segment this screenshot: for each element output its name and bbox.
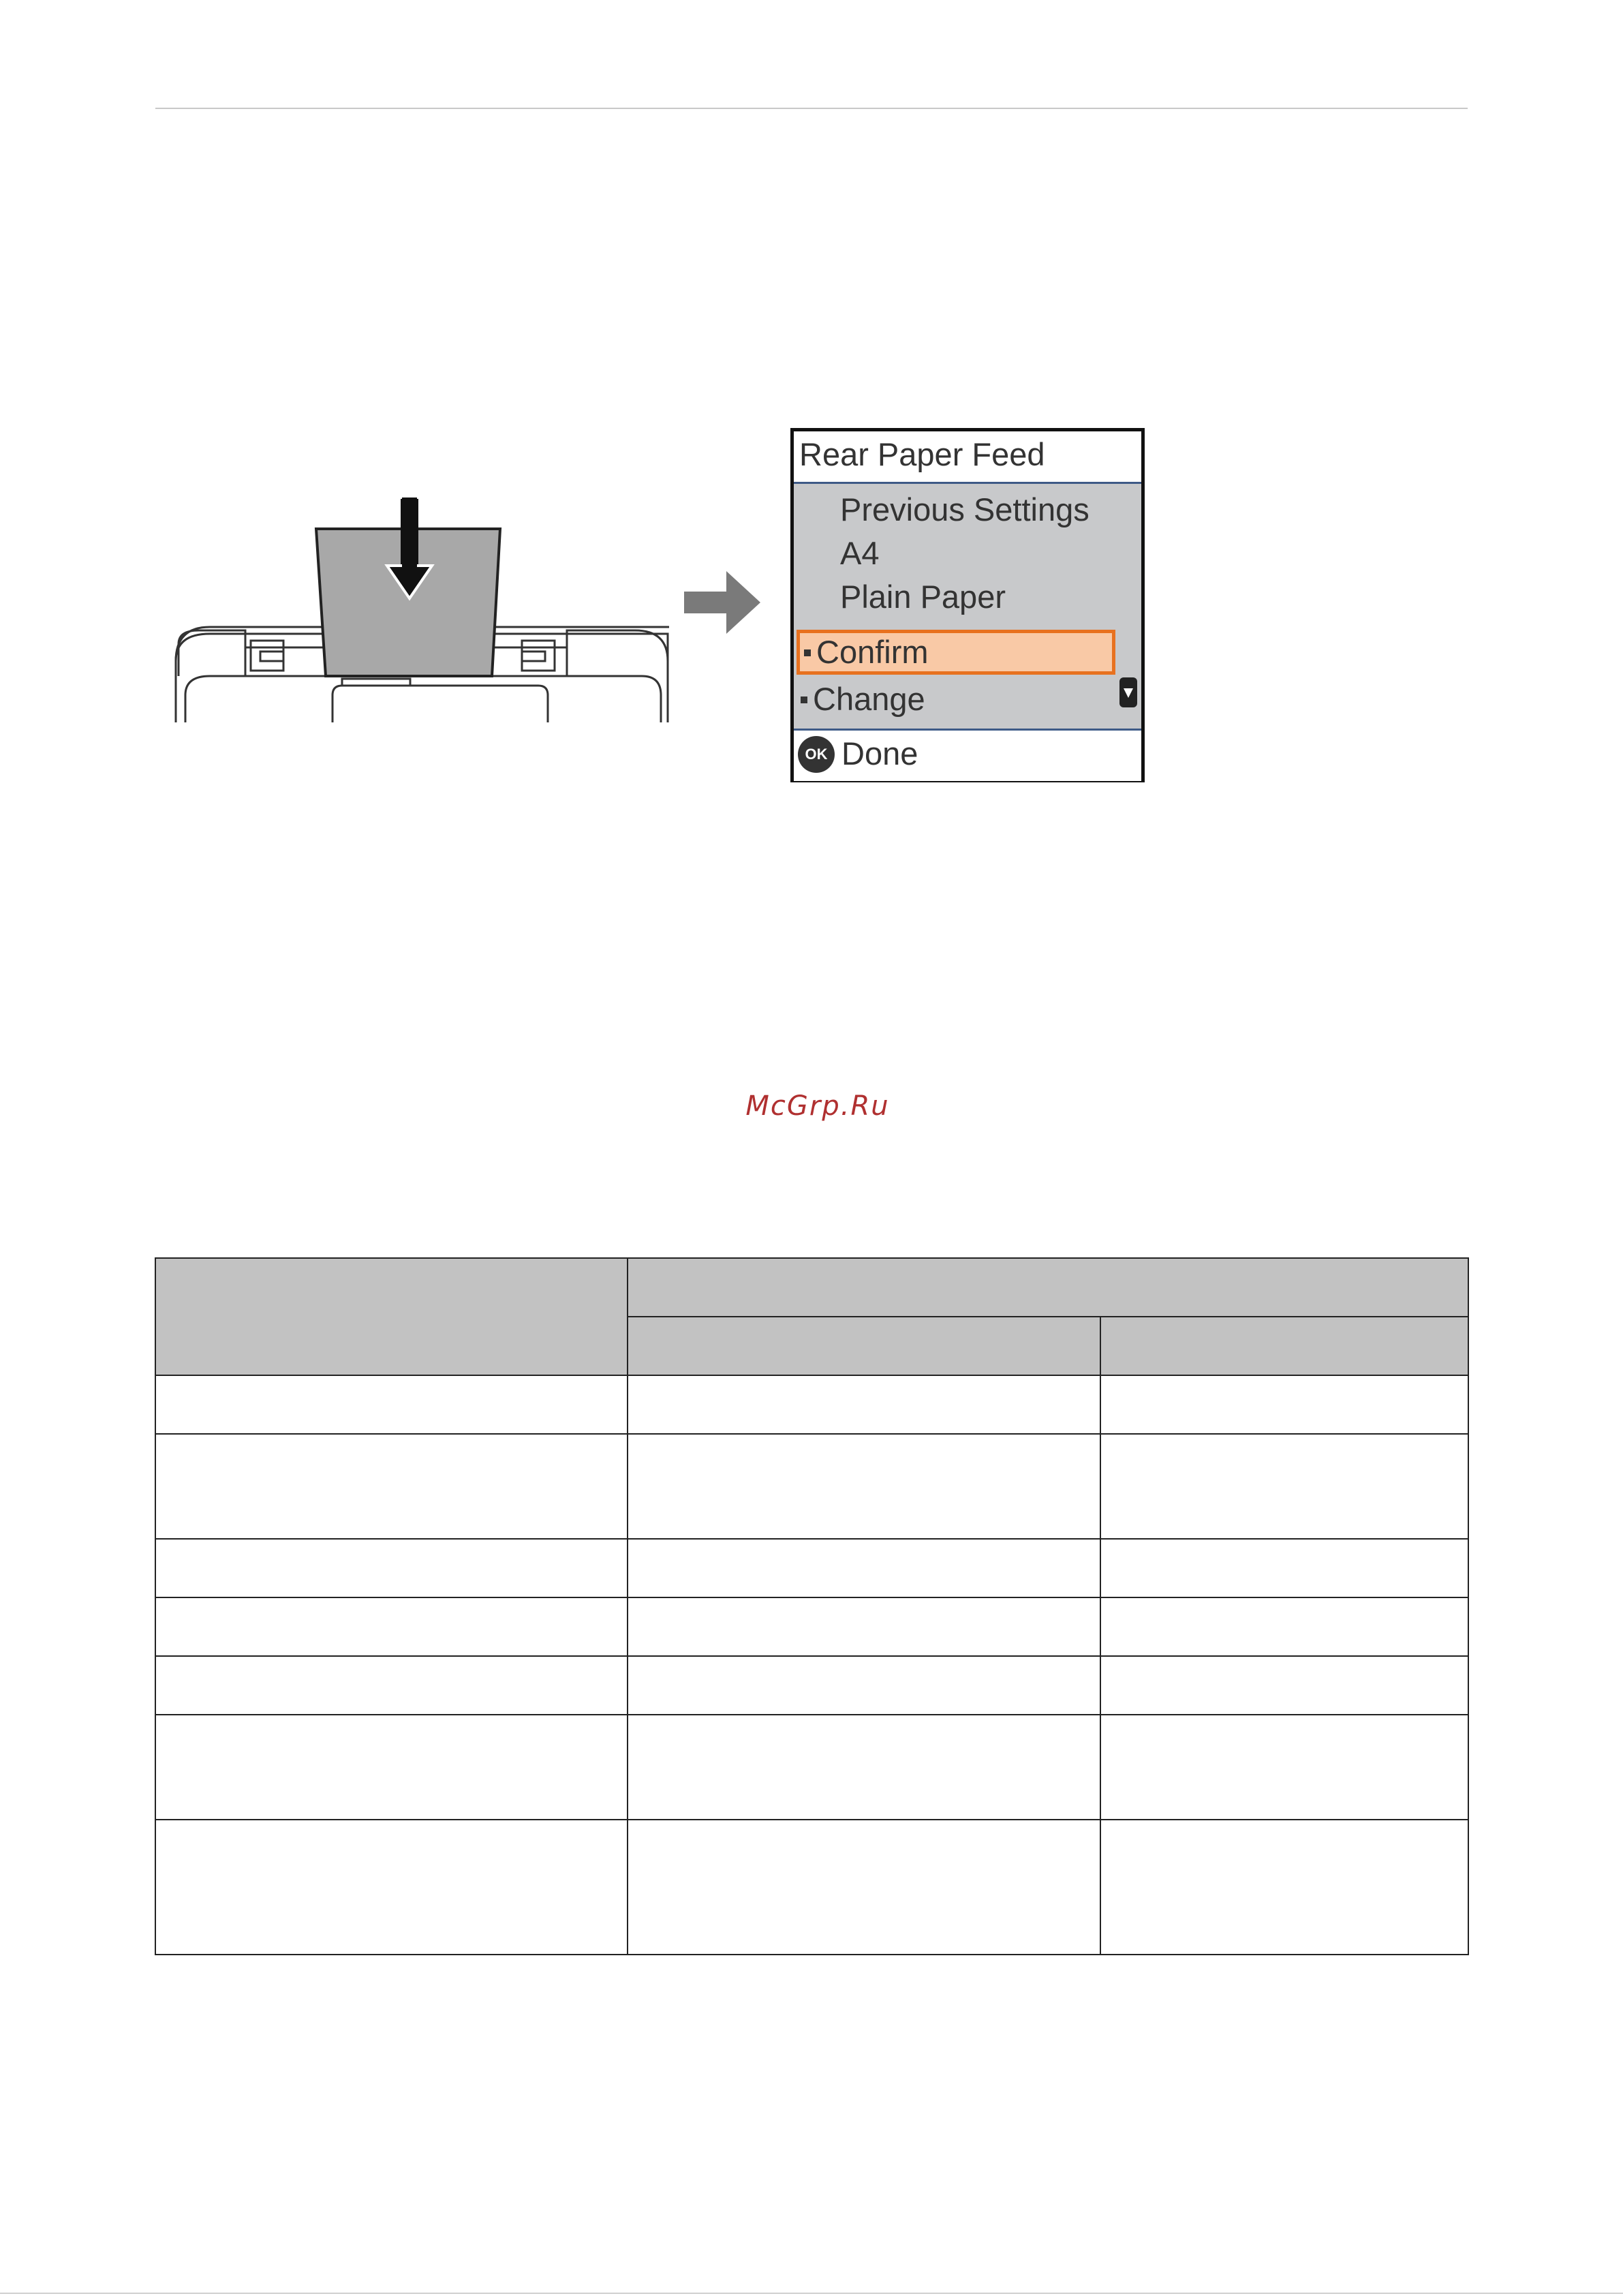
table-row (155, 1375, 1468, 1434)
lcd-setting-previous: Previous Settings (840, 491, 1089, 527)
table-cell (628, 1434, 1100, 1539)
table-row (155, 1820, 1468, 1955)
table-row (155, 1597, 1468, 1656)
table-cell (628, 1656, 1100, 1715)
table-cell (1100, 1656, 1468, 1715)
done-label: Done (841, 735, 918, 771)
table-cell (155, 1375, 628, 1434)
lcd-panel (790, 428, 1145, 782)
menu-item-change-label: Change (813, 681, 925, 717)
table-cell (1100, 1715, 1468, 1820)
menu-item-confirm[interactable] (797, 630, 1115, 675)
bullet-icon (804, 649, 811, 656)
scroll-down-icon[interactable] (1119, 677, 1137, 707)
menu-item-change[interactable] (797, 679, 925, 724)
table-cell (1100, 1375, 1468, 1434)
watermark: McGrp.Ru (745, 1090, 890, 1122)
table-cell (1100, 1539, 1468, 1597)
header-rule (155, 108, 1468, 109)
table-cell (155, 1539, 628, 1597)
table-cell (1100, 1820, 1468, 1955)
table-cell (1100, 1597, 1468, 1656)
table-cell (628, 1597, 1100, 1656)
table-cell (628, 1539, 1100, 1597)
lcd-title: Rear Paper Feed (799, 436, 1045, 472)
lcd-header (794, 431, 1141, 484)
table-cell (155, 1656, 628, 1715)
table-header-row (155, 1258, 1468, 1317)
lcd-menu-list (794, 634, 1141, 729)
bullet-icon (801, 697, 807, 703)
menu-item-confirm-label: Confirm (816, 634, 929, 670)
table-header-cell (628, 1317, 1100, 1375)
next-step-arrow-icon (684, 571, 760, 634)
table-cell (1100, 1434, 1468, 1539)
table-cell (155, 1820, 628, 1955)
table-row (155, 1656, 1468, 1715)
table-header-cell (628, 1258, 1468, 1317)
table-row (155, 1715, 1468, 1820)
table-cell (155, 1715, 628, 1820)
lcd-setting-size: A4 (840, 535, 880, 571)
table-cell (628, 1820, 1100, 1955)
table-cell (155, 1597, 628, 1656)
spec-table (155, 1257, 1469, 1955)
printer-illustration (172, 498, 673, 722)
table-cell (628, 1375, 1100, 1434)
footer-rule (0, 2293, 1623, 2294)
table-row (155, 1539, 1468, 1597)
table-cell (155, 1434, 628, 1539)
table-header-cell (155, 1258, 628, 1375)
table-row (155, 1434, 1468, 1539)
lcd-footer (794, 729, 1141, 781)
lcd-setting-type: Plain Paper (840, 579, 1006, 615)
table-header-cell (1100, 1317, 1468, 1375)
table-cell (628, 1715, 1100, 1820)
ok-button-icon[interactable]: OK (798, 736, 835, 773)
